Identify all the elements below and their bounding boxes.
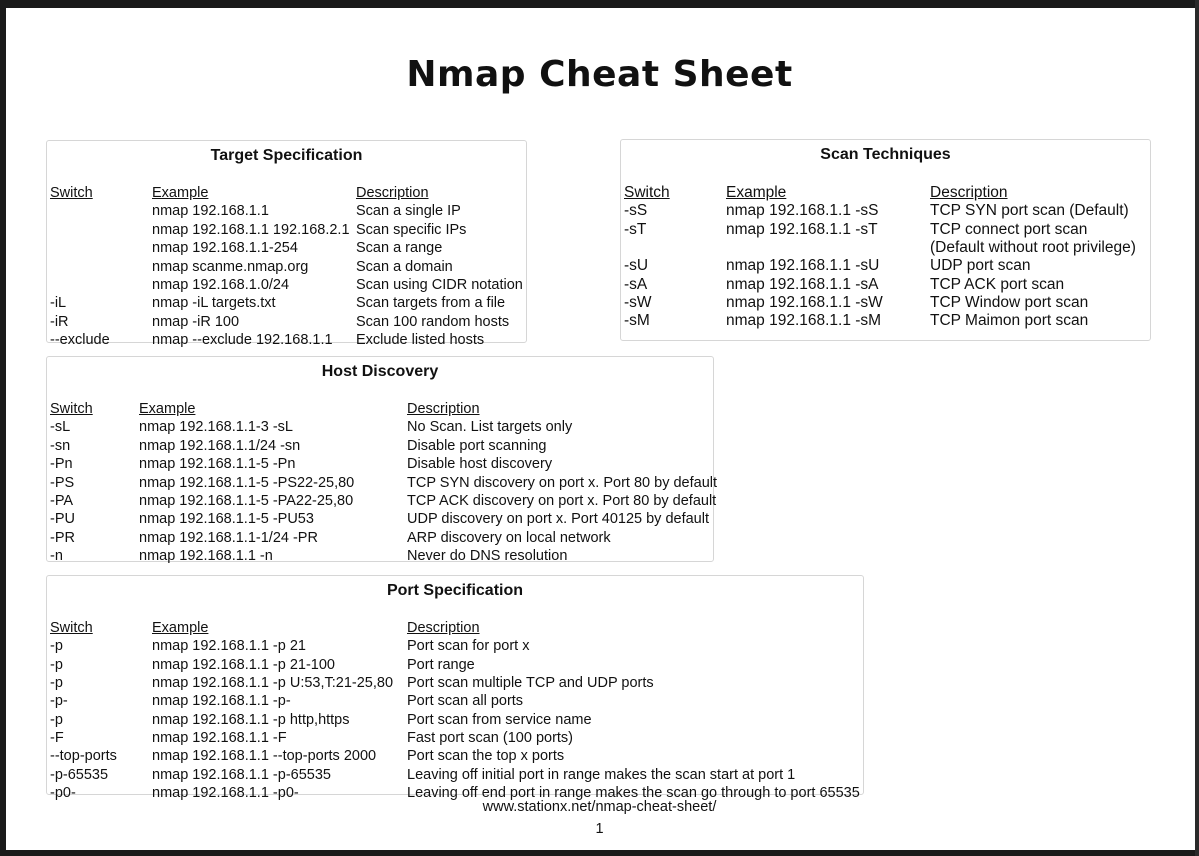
cell-description: Scan specific IPs [356, 221, 467, 238]
cell-example: nmap 192.168.1.1 -p U:53,T:21-25,80 [152, 675, 394, 692]
cell-description: TCP ACK discovery on port x. Port 80 by default [407, 493, 717, 509]
page-frame-bottom [0, 850, 1199, 856]
cell-switch: -PS [50, 474, 75, 491]
table-row [47, 240, 526, 259]
table-row [47, 203, 526, 222]
table-row [47, 730, 863, 749]
cell-description: Scan 100 random hosts [356, 313, 510, 330]
cell-switch: -p-65535 [50, 766, 109, 783]
cell-switch: -PA [50, 493, 74, 509]
table-row [47, 277, 526, 296]
cell-description: Scan a single IP [356, 203, 461, 220]
cell-switch: -sW [624, 293, 652, 311]
table-row [47, 748, 863, 767]
cell-switch: -sL [50, 419, 71, 436]
cell-example: nmap -iL targets.txt [152, 295, 276, 312]
header-description: Description [930, 184, 1008, 201]
cell-example: nmap 192.168.1.1-5 -PA22-25,80 [139, 493, 354, 509]
cell-switch: -sM [624, 312, 650, 330]
table-row [47, 675, 863, 694]
cell-switch: -sn [50, 437, 71, 454]
table-row [621, 221, 1150, 240]
cell-example: nmap 192.168.1.1-1/24 -PR [139, 529, 318, 546]
cell-switch: -sA [624, 275, 648, 293]
table-row [47, 438, 713, 457]
cell-description: No Scan. List targets only [407, 419, 573, 436]
section-title: Host Discovery [321, 363, 439, 380]
header-switch: Switch [50, 620, 93, 636]
table-row [47, 638, 863, 657]
cell-switch: -p [50, 638, 63, 655]
cell-description: TCP Maimon port scan [930, 312, 1089, 330]
cell-example: nmap 192.168.1.1-254 [152, 240, 298, 257]
cell-description: Leaving off end port in range makes the scan go through to port 65535 [407, 785, 860, 802]
section-title: Scan Techniques [820, 146, 951, 163]
header-description: Description [407, 401, 480, 417]
table-row [47, 222, 526, 241]
header-switch: Switch [50, 185, 93, 201]
cell-switch: -iL [50, 295, 67, 312]
cell-example: nmap 192.168.1.0/24 [152, 277, 290, 293]
header-switch: Switch [50, 401, 93, 417]
column-headers [621, 184, 1150, 203]
cell-example: nmap 192.168.1.1 -sS [726, 202, 879, 220]
cell-description: Port range [407, 656, 475, 673]
cell-example: nmap 192.168.1.1-3 -sL [139, 419, 293, 436]
header-example: Example [152, 185, 209, 201]
cell-switch: -p [50, 711, 63, 728]
table-row [47, 332, 526, 351]
cell-example: nmap 192.168.1.1-5 -Pn [139, 456, 296, 473]
cell-description: (Default without root privilege) [930, 238, 1136, 256]
cell-switch: -F [50, 730, 64, 747]
table-row [621, 294, 1150, 313]
page-frame-right [1195, 0, 1199, 856]
cell-example: nmap scanme.nmap.org [152, 258, 309, 275]
column-headers [47, 185, 526, 204]
cell-switch: -sT [624, 220, 647, 238]
cell-example: nmap 192.168.1.1 192.168.2.1 [152, 221, 350, 238]
cell-switch: -sS [624, 202, 648, 220]
cell-switch: --top-ports [50, 748, 117, 765]
table-row [621, 202, 1150, 221]
cell-description: Disable host discovery [407, 456, 553, 473]
table-row [621, 276, 1150, 295]
cell-description: Port scan multiple TCP and UDP ports [407, 675, 654, 692]
page-frame-top [0, 0, 1199, 8]
cell-switch: -p0- [50, 785, 76, 802]
table-row [47, 767, 863, 786]
table-row [47, 474, 718, 494]
table-row [47, 712, 863, 731]
cell-description: Scan targets from a file [356, 295, 506, 312]
cell-switch: -p- [50, 693, 68, 710]
table-row [47, 456, 713, 475]
cell-example: nmap 192.168.1.1 -sA [726, 275, 879, 293]
scan-techniques-section [620, 139, 1151, 341]
table-row [47, 493, 717, 512]
cell-switch: -p [50, 656, 63, 673]
cell-example: nmap --exclude 192.168.1.1 [152, 332, 333, 349]
cell-description: Scan using CIDR notation [356, 277, 523, 293]
cell-example: nmap 192.168.1.1 -sU [726, 257, 880, 275]
cell-example: nmap 192.168.1.1-5 -PU53 [139, 511, 314, 528]
table-row [47, 419, 713, 438]
header-example: Example [726, 184, 787, 201]
header-description: Description [356, 185, 429, 201]
cell-description: ARP discovery on local network [407, 529, 611, 546]
header-example: Example [139, 401, 196, 417]
table-row [47, 295, 526, 314]
cell-example: nmap 192.168.1.1 -p 21 [152, 638, 306, 655]
table-row [621, 312, 1150, 331]
cell-switch: -iR [50, 313, 69, 330]
section-title: Target Specification [210, 147, 363, 164]
cell-example: nmap 192.168.1.1-5 -PS22-25,80 [139, 474, 355, 491]
cell-switch: -p [50, 675, 63, 692]
cell-description: Port scan from service name [407, 711, 592, 728]
host-discovery-section [46, 356, 718, 565]
cell-example: nmap 192.168.1.1 -p- [152, 693, 291, 710]
cell-example: nmap 192.168.1.1 --top-ports 2000 [152, 748, 377, 765]
cell-description: UDP port scan [930, 257, 1031, 275]
cell-description: TCP SYN discovery on port x. Port 80 by default [407, 474, 718, 491]
cell-example: nmap -iR 100 [152, 313, 240, 330]
table-row [47, 314, 526, 333]
cell-switch: -PR [50, 529, 75, 546]
header-switch: Switch [624, 184, 670, 201]
cell-example: nmap 192.168.1.1 -p 21-100 [152, 656, 335, 673]
table-row [621, 257, 1150, 276]
cell-switch: --exclude [50, 332, 110, 349]
cell-example: nmap 192.168.1.1 -p-65535 [152, 766, 331, 783]
table-row [47, 259, 526, 278]
port-specification-section [46, 575, 864, 802]
cell-description: Port scan all ports [407, 693, 524, 710]
cell-description: Port scan for port x [407, 638, 530, 655]
cell-switch: -sU [624, 257, 649, 275]
table-row [47, 693, 863, 712]
page-title: Nmap Cheat Sheet [406, 54, 793, 95]
footer-url: www.stationx.net/nmap-cheat-sheet/ [482, 799, 717, 815]
column-headers [47, 401, 713, 420]
cell-description: Never do DNS resolution [407, 548, 568, 565]
cell-description: TCP SYN port scan (Default) [930, 202, 1129, 220]
cell-example: nmap 192.168.1.1/24 -sn [139, 437, 301, 454]
cell-description: TCP ACK port scan [930, 275, 1065, 293]
cell-description: TCP Window port scan [930, 293, 1089, 311]
table-row [47, 511, 713, 530]
table-row [47, 657, 863, 676]
cell-example: nmap 192.168.1.1 -p http,https [152, 711, 350, 728]
cell-description: Scan a range [356, 240, 443, 257]
page-frame-left [0, 0, 6, 856]
cell-switch: -Pn [50, 456, 73, 473]
cell-switch: -PU [50, 511, 75, 528]
cell-example: nmap 192.168.1.1 -p0- [152, 785, 299, 802]
cell-description: TCP connect port scan [930, 220, 1088, 238]
cell-example: nmap 192.168.1.1 -sT [726, 220, 878, 238]
cell-description: Port scan the top x ports [407, 748, 565, 765]
cell-description: Exclude listed hosts [356, 332, 485, 349]
cell-description: UDP discovery on port x. Port 40125 by default [407, 511, 709, 528]
cell-example: nmap 192.168.1.1 -sW [726, 293, 883, 311]
cell-example: nmap 192.168.1.1 [152, 203, 269, 220]
cell-example: nmap 192.168.1.1 -sM [726, 312, 882, 330]
table-row [621, 239, 1150, 258]
table-row [47, 530, 713, 549]
table-row [47, 548, 713, 567]
target-specification-section [46, 140, 527, 349]
cell-example: nmap 192.168.1.1 -F [152, 730, 287, 747]
cell-description: Scan a domain [356, 258, 453, 275]
page-number: 1 [595, 821, 604, 837]
header-description: Description [407, 620, 480, 636]
cell-example: nmap 192.168.1.1 -n [139, 548, 273, 565]
section-title: Port Specification [386, 582, 524, 599]
cell-description: Disable port scanning [407, 437, 547, 454]
column-headers [47, 620, 863, 639]
header-example: Example [152, 620, 209, 636]
cell-switch: -n [50, 548, 63, 565]
cell-description: Leaving off initial port in range makes the scan start at port 1 [407, 766, 796, 783]
cell-description: Fast port scan (100 ports) [407, 730, 574, 747]
